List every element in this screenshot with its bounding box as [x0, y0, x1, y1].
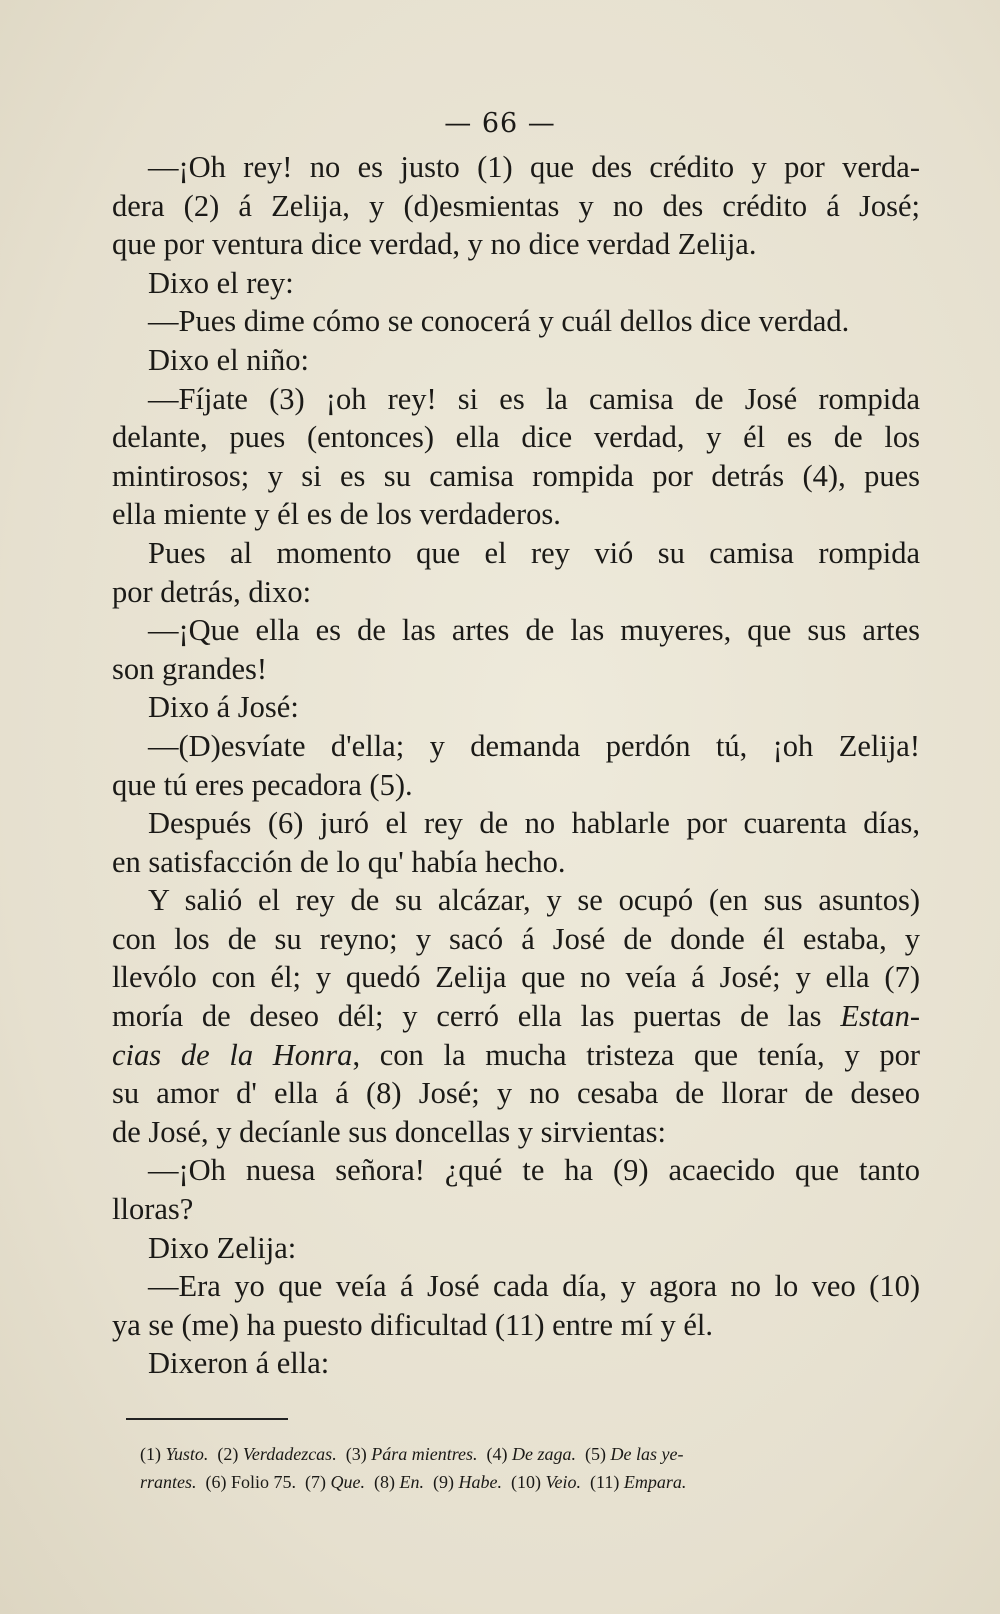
footnote-text: Empara. — [623, 1472, 687, 1492]
text-line: lloras? — [112, 1192, 194, 1227]
text-line: —(D)esvíate d'ella; y demanda perdón tú, ¡oh Zelija! — [148, 728, 920, 763]
text-line: con los de su reyno; y sacó á José de donde él estaba, y — [112, 921, 920, 956]
text-line: mintirosos; y si es su camisa rompida por detrás (4), pues — [112, 458, 920, 493]
footnote-text: Pára mientres. — [371, 1444, 478, 1464]
text-line: Dixo á José: — [148, 690, 299, 725]
italic-title: Estan- — [840, 999, 920, 1034]
text-line: su amor d' ella á (8) José; y no cesaba de llorar de deseo — [112, 1076, 920, 1111]
footnote-text: Folio 75. — [231, 1472, 297, 1492]
footnote-text: Habe. — [458, 1472, 503, 1492]
text-line: ella miente y él es de los verdaderos. — [112, 497, 561, 532]
footnote-divider — [126, 1418, 288, 1420]
text-line: por detrás, dixo: — [112, 574, 312, 609]
text-line: —Pues dime cómo se conocerá y cuál dellos dice verdad. — [148, 304, 850, 339]
text-line: Y salió el rey de su alcázar, y se ocupó (en sus asuntos) — [148, 883, 920, 918]
text-segment: , con la mucha tristeza que tenía, y por — [352, 1037, 921, 1072]
text-line: que tú eres pecadora (5). — [112, 767, 413, 802]
footnote-text: De las ye- — [610, 1444, 684, 1464]
footnote-number: (11) — [590, 1472, 620, 1492]
footnote-number: (9) — [433, 1472, 455, 1492]
footnote-text: Veio. — [545, 1472, 582, 1492]
footnote-line — [140, 1468, 940, 1496]
body-text — [112, 148, 920, 1383]
text-line: dera (2) á Zelija, y (d)esmientas y no des crédito á José; — [112, 188, 920, 223]
footnote-text: En. — [399, 1472, 425, 1492]
text-line — [112, 997, 920, 1036]
text-line: —Fíjate (3) ¡oh rey! si es la camisa de José rompida — [148, 381, 920, 416]
text-line — [112, 1036, 920, 1075]
footnote-text: rrantes. — [140, 1472, 197, 1492]
footnote-text: Yusto. — [165, 1444, 209, 1464]
footnote-number: (1) — [140, 1444, 161, 1464]
text-line: de José, y decíanle sus doncellas y sirvientas: — [112, 1114, 666, 1149]
text-segment: moría de deseo dél; y cerró ella las puertas de las — [112, 999, 822, 1034]
footnote-number: (2) — [217, 1444, 239, 1464]
footnote-number: (6) — [205, 1472, 227, 1492]
text-line: Después (6) juró el rey de no hablarle por cuarenta días, — [148, 806, 920, 841]
page-number: — 66 — — [444, 108, 556, 139]
text-line: Dixeron á ella: — [148, 1346, 330, 1381]
text-line: —Era yo que veía á José cada día, y agora no lo veo (10) — [148, 1269, 920, 1304]
text-line: en satisfacción de lo qu' había hecho. — [112, 844, 566, 879]
text-line: delante, pues (entonces) ella dice verdad, y él es de los — [112, 420, 920, 455]
footnote-number: (7) — [305, 1472, 327, 1492]
footnote-number: (3) — [345, 1444, 367, 1464]
text-line: Dixo Zelija: — [148, 1230, 297, 1265]
text-line: Dixo el rey: — [148, 265, 294, 300]
footnote-text: Que. — [330, 1472, 366, 1492]
text-line: Dixo el niño: — [148, 342, 309, 377]
text-line: ya se (me) ha puesto dificultad (11) entre mí y él. — [112, 1307, 714, 1342]
text-line: llevólo con él; y quedó Zelija que no veía á José; y ella (7) — [112, 960, 920, 995]
footnote-number: (10) — [511, 1472, 542, 1492]
text-line: —¡Oh rey! no es justo (1) que des crédito y por verda- — [148, 150, 920, 184]
footnote-text: Verdadezcas. — [242, 1444, 337, 1464]
text-line: —¡Oh nuesa señora! ¿qué te ha (9) acaecido que tanto — [148, 1153, 920, 1188]
footnote-text: De zaga. — [512, 1444, 577, 1464]
text-line: —¡Que ella es de las artes de las muyeres, que sus artes — [148, 613, 920, 648]
footnote-number: (5) — [585, 1444, 607, 1464]
footnote-number: (4) — [486, 1444, 508, 1464]
italic-title: cias de la Honra — [112, 1037, 353, 1072]
footnotes — [140, 1440, 940, 1496]
text-line: que por ventura dice verdad, y no dice verdad Zelija. — [112, 227, 757, 262]
text-line: son grandes! — [112, 651, 268, 686]
footnote-line — [140, 1440, 940, 1468]
text-line: Pues al momento que el rey vió su camisa rompida — [148, 535, 920, 570]
footnote-number: (8) — [374, 1472, 396, 1492]
